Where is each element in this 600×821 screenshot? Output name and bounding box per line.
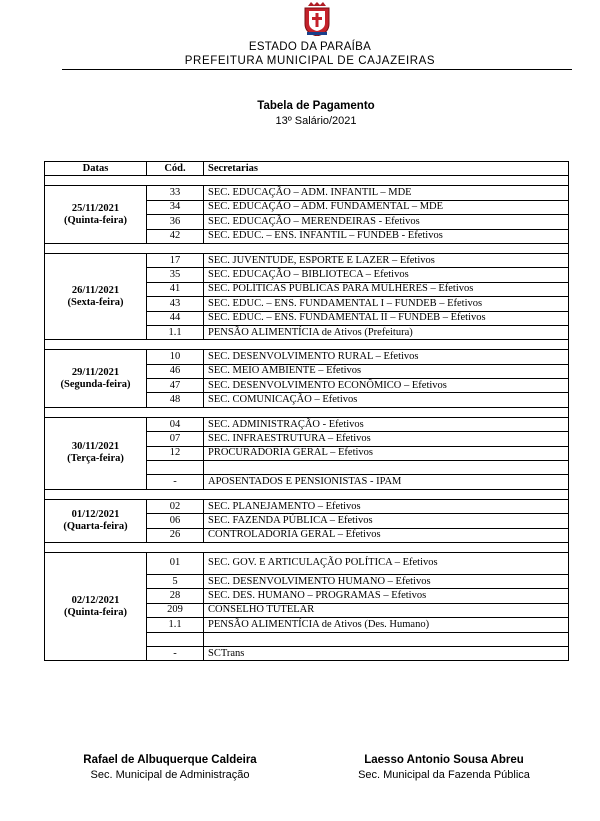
city-hall-name: PREFEITURA MUNICIPAL DE CAJAZEIRAS — [184, 55, 436, 67]
code-cell: 43 — [147, 297, 204, 311]
payment-date-cell — [45, 350, 147, 408]
payment-date: 29/11/2021 — [71, 366, 120, 378]
secretariat-cell: SEC. DESENVOLVIMENTO RURAL – Efetivos — [204, 350, 569, 364]
state-name: ESTADO DA PARAÍBA — [248, 41, 372, 53]
code-cell: 1.1 — [147, 325, 204, 339]
payment-date: 26/11/2021 — [71, 284, 120, 296]
payment-weekday: (Quinta-feira) — [64, 214, 127, 226]
table-row — [45, 499, 569, 513]
secretariat-cell: SEC. MEIO AMBIENTE – Efetivos — [204, 364, 569, 378]
payment-weekday: (Quinta-feira) — [64, 606, 127, 618]
secretariat-cell: SEC. COMUNICAÇÃO – Efetivos — [204, 393, 569, 407]
secretariat-cell: SEC. PLANEJAMENTO – Efetivos — [204, 499, 569, 513]
secretariat-cell: SEC. EDUC. – ENS. INFANTIL – FUNDEB - Efetivos — [204, 229, 569, 243]
secretariat-cell: SEC. EDUCAÇÃO – MERENDEIRAS - Efetivos — [204, 215, 569, 229]
signatory-name: Laesso Antonio Sousa Abreu — [364, 754, 524, 766]
secretariat-cell: SEC. ADMINISTRAÇÃO - Efetivos — [204, 417, 569, 431]
code-cell: 02 — [147, 499, 204, 513]
secretariat-cell — [204, 461, 569, 475]
table-body — [45, 176, 569, 661]
payment-date: 25/11/2021 — [71, 202, 120, 214]
code-cell: 07 — [147, 432, 204, 446]
code-cell: - — [147, 475, 204, 489]
secretariat-cell: CONSELHO TUTELAR — [204, 603, 569, 617]
signatory-role: Sec. Municipal de Administração — [90, 769, 250, 781]
table-row — [45, 552, 569, 574]
payment-date-cell — [45, 417, 147, 489]
group-spacer-row — [45, 407, 569, 417]
secretariat-cell: SEC. FAZENDA PÚBLICA – Efetivos — [204, 514, 569, 528]
secretariat-cell: SEC. EDUC. – ENS. FUNDAMENTAL I – FUNDEB – Efetivos — [204, 297, 569, 311]
secretariat-cell: SEC. JUVENTUDE, ESPORTE E LAZER – Efetivos — [204, 253, 569, 267]
secretariat-cell: SCTrans — [204, 646, 569, 660]
payment-date-cell — [45, 552, 147, 660]
group-spacer-row — [45, 340, 569, 350]
code-cell: 34 — [147, 200, 204, 214]
code-cell: 209 — [147, 603, 204, 617]
code-cell: 06 — [147, 514, 204, 528]
payment-date-cell — [45, 253, 147, 339]
code-cell: 17 — [147, 253, 204, 267]
header-divider — [62, 69, 572, 70]
column-header-secretariats: Secretarias — [204, 162, 569, 176]
document-subtitle: 13º Salário/2021 — [275, 115, 357, 127]
code-cell: 12 — [147, 446, 204, 460]
code-cell: 36 — [147, 215, 204, 229]
payment-date-cell — [45, 499, 147, 542]
payment-weekday: (Sexta-feira) — [67, 296, 124, 308]
document-title: Tabela de Pagamento — [257, 100, 375, 112]
coat-of-arms-icon — [302, 2, 332, 36]
code-cell: 42 — [147, 229, 204, 243]
code-cell — [147, 461, 204, 475]
payment-schedule-table — [44, 161, 569, 661]
signature-block-finance — [326, 754, 562, 781]
payment-weekday: (Terça-feira) — [67, 453, 124, 465]
payment-date-cell — [45, 186, 147, 244]
table-row — [45, 350, 569, 364]
secretariat-cell: SEC. POLÍTICAS PÚBLICAS PARA MULHERES – Efetivos — [204, 282, 569, 296]
payment-date: 01/12/2021 — [71, 508, 120, 520]
signatory-role: Sec. Municipal da Fazenda Pública — [358, 769, 530, 781]
group-spacer-row — [45, 243, 569, 253]
secretariat-cell: PROCURADORIA GERAL – Efetivos — [204, 446, 569, 460]
group-spacer-row — [45, 176, 569, 186]
code-cell: 28 — [147, 589, 204, 603]
payment-date: 30/11/2021 — [71, 441, 120, 453]
secretariat-cell: CONTROLADORIA GERAL – Efetivos — [204, 528, 569, 542]
group-spacer-row — [45, 542, 569, 552]
code-cell: 44 — [147, 311, 204, 325]
payment-date: 02/12/2021 — [71, 594, 120, 606]
secretariat-cell: SEC. INFRAESTRUTURA – Efetivos — [204, 432, 569, 446]
secretariat-cell: SEC. DESENVOLVIMENTO ECONÔMICO – Efetivos — [204, 379, 569, 393]
code-cell: 41 — [147, 282, 204, 296]
secretariat-cell: SEC. DESENVOLVIMENTO HUMANO – Efetivos — [204, 574, 569, 588]
code-cell: 47 — [147, 379, 204, 393]
table-header-row — [45, 162, 569, 176]
secretariat-cell: SEC. EDUCAÇÃO – ADM. INFANTIL – MDE — [204, 186, 569, 200]
code-cell — [147, 632, 204, 646]
code-cell: 35 — [147, 268, 204, 282]
payment-weekday: (Segunda-feira) — [60, 378, 131, 390]
secretariat-cell: SEC. EDUCAÇÃO – ADM. FUNDAMENTAL – MDE — [204, 200, 569, 214]
secretariat-cell: PENSÃO ALIMENTÍCIA de Ativos (Des. Humano) — [204, 618, 569, 632]
table-row — [45, 417, 569, 431]
secretariat-cell: SEC. EDUCAÇÃO – BIBLIOTECA – Efetivos — [204, 268, 569, 282]
code-cell: 1.1 — [147, 618, 204, 632]
secretariat-cell: SEC. GOV. E ARTICULAÇÃO POLÍTICA – Efetivos — [204, 552, 569, 574]
secretariat-cell: PENSÃO ALIMENTÍCIA de Ativos (Prefeitura) — [204, 325, 569, 339]
secretariat-cell: APOSENTADOS E PENSIONISTAS - IPAM — [204, 475, 569, 489]
code-cell: 5 — [147, 574, 204, 588]
code-cell: 10 — [147, 350, 204, 364]
code-cell: 33 — [147, 186, 204, 200]
code-cell: 01 — [147, 552, 204, 574]
table-row — [45, 253, 569, 267]
payment-weekday: (Quarta-feira) — [63, 520, 128, 532]
group-spacer-row — [45, 489, 569, 499]
code-cell: 04 — [147, 417, 204, 431]
secretariat-cell — [204, 632, 569, 646]
code-cell: 48 — [147, 393, 204, 407]
code-cell: - — [147, 646, 204, 660]
table-row — [45, 186, 569, 200]
column-header-dates: Datas — [45, 162, 147, 176]
secretariat-cell: SEC. EDUC. – ENS. FUNDAMENTAL II – FUNDEB – Efetivos — [204, 311, 569, 325]
column-header-code: Cód. — [147, 162, 204, 176]
code-cell: 26 — [147, 528, 204, 542]
signature-block-administration — [52, 754, 288, 781]
secretariat-cell: SEC. DES. HUMANO – PROGRAMAS – Efetivos — [204, 589, 569, 603]
signatory-name: Rafael de Albuquerque Caldeira — [83, 754, 257, 766]
code-cell: 46 — [147, 364, 204, 378]
